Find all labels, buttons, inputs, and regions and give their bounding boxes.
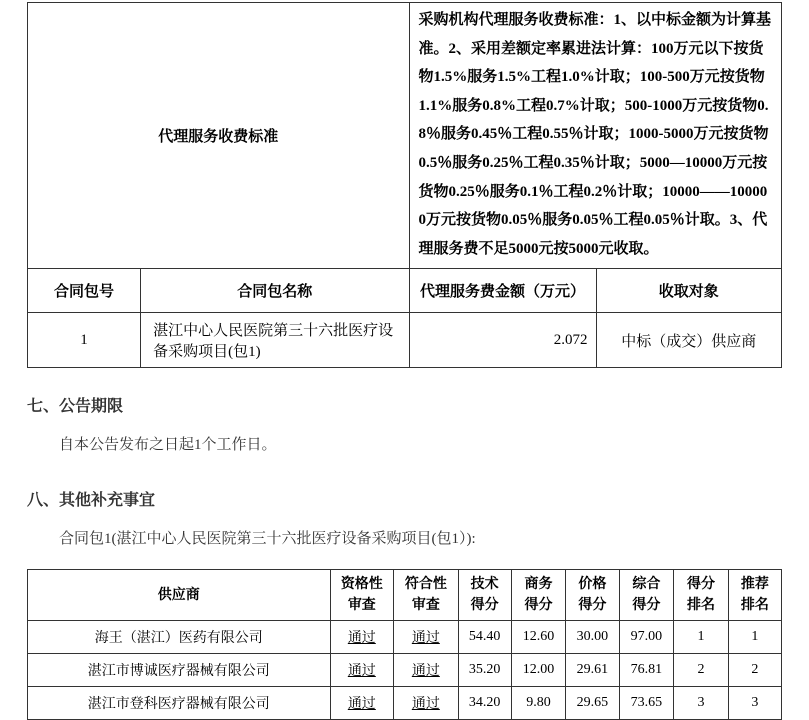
fee-header-fee-amount: 代理服务费金额（万元） (409, 269, 596, 313)
recommend-rank-cell: 2 (728, 654, 781, 687)
score-table-header-row (28, 570, 782, 621)
price-score-cell: 29.61 (566, 654, 619, 687)
recommend-rank-cell: 3 (728, 687, 781, 720)
business-score-cell: 9.80 (511, 687, 566, 720)
fee-amount-cell: 2.072 (409, 313, 596, 368)
supplier-score-table (27, 569, 782, 720)
price-score-cell: 29.65 (566, 687, 619, 720)
qualification-review-cell: 通过 (330, 687, 394, 720)
procurement-announcement-page (0, 2, 809, 713)
score-rank-cell: 1 (674, 621, 729, 654)
fee-table-header-row (28, 269, 782, 313)
section-notice-period-body: 自本公告发布之日起1个工作日。 (59, 437, 277, 454)
business-score-cell: 12.60 (511, 621, 566, 654)
business-score-cell: 12.00 (511, 654, 566, 687)
fee-header-package-no: 合同包号 (28, 269, 141, 313)
agency-fee-table (27, 2, 782, 368)
score-header-recommend-rank: 推荐排名 (728, 570, 781, 621)
conformity-review-cell: 通过 (394, 687, 458, 720)
package-no-cell: 1 (28, 313, 141, 368)
fee-standard-row (28, 3, 782, 269)
score-header-supplier: 供应商 (28, 570, 331, 621)
section-notice-period-title: 七、公告期限 (27, 398, 124, 416)
fee-header-package-name: 合同包名称 (141, 269, 409, 313)
score-table-row (28, 687, 782, 720)
score-rank-cell: 3 (674, 687, 729, 720)
score-header-business-score: 商务得分 (511, 570, 566, 621)
total-score-cell: 73.65 (619, 687, 674, 720)
fee-standard-text: 采购机构代理服务收费标准：1、以中标金额为计算基准。2、采用差额定率累进法计算：100万元以下按货物1.5%服务1.5%工程1.0%计取；100-500万元按货物1.1%服务0.8%工程0.7%计取；500-1000万元按货物0.8％服务0.45％工程0.55％计取；1000-5000万元按货物0.5％服务0.25％工程0.35％计取；5000—10000万元按货物0.25％服务0.1％工程0.2％计取；10000——100000万元按货物0.05％服务0.05％工程0.05％计取。3、代理服务费不足5000元按5000元收取。 (409, 3, 781, 269)
supplier-name-cell: 海王（湛江）医药有限公司 (28, 621, 331, 654)
conformity-review-cell: 通过 (394, 654, 458, 687)
total-score-cell: 76.81 (619, 654, 674, 687)
technical-score-cell: 54.40 (458, 621, 511, 654)
supplier-name-cell: 湛江市博诚医疗器械有限公司 (28, 654, 331, 687)
fee-table-data-row (28, 313, 782, 368)
payee-cell: 中标（成交）供应商 (596, 313, 782, 368)
score-header-conformity-review: 符合性审查 (394, 570, 458, 621)
score-table-row (28, 654, 782, 687)
section-other-title: 八、其他补充事宜 (27, 492, 156, 510)
total-score-cell: 97.00 (619, 621, 674, 654)
section-other-intro: 合同包1(湛江中心人民医院第三十六批医疗设备采购项目(包1）): (59, 531, 476, 548)
price-score-cell: 30.00 (566, 621, 619, 654)
score-header-qualification-review: 资格性审查 (330, 570, 394, 621)
score-header-technical-score: 技术得分 (458, 570, 511, 621)
technical-score-cell: 34.20 (458, 687, 511, 720)
score-table-row (28, 621, 782, 654)
fee-header-payee: 收取对象 (596, 269, 782, 313)
conformity-review-cell: 通过 (394, 621, 458, 654)
score-header-score-rank: 得分排名 (674, 570, 729, 621)
fee-standard-label: 代理服务收费标准 (28, 3, 410, 269)
score-header-price-score: 价格得分 (566, 570, 619, 621)
qualification-review-cell: 通过 (330, 654, 394, 687)
score-header-total-score: 综合得分 (619, 570, 674, 621)
package-name-cell: 湛江中心人民医院第三十六批医疗设备采购项目(包1) (141, 313, 409, 368)
supplier-name-cell: 湛江市登科医疗器械有限公司 (28, 687, 331, 720)
technical-score-cell: 35.20 (458, 654, 511, 687)
recommend-rank-cell: 1 (728, 621, 781, 654)
score-rank-cell: 2 (674, 654, 729, 687)
qualification-review-cell: 通过 (330, 621, 394, 654)
